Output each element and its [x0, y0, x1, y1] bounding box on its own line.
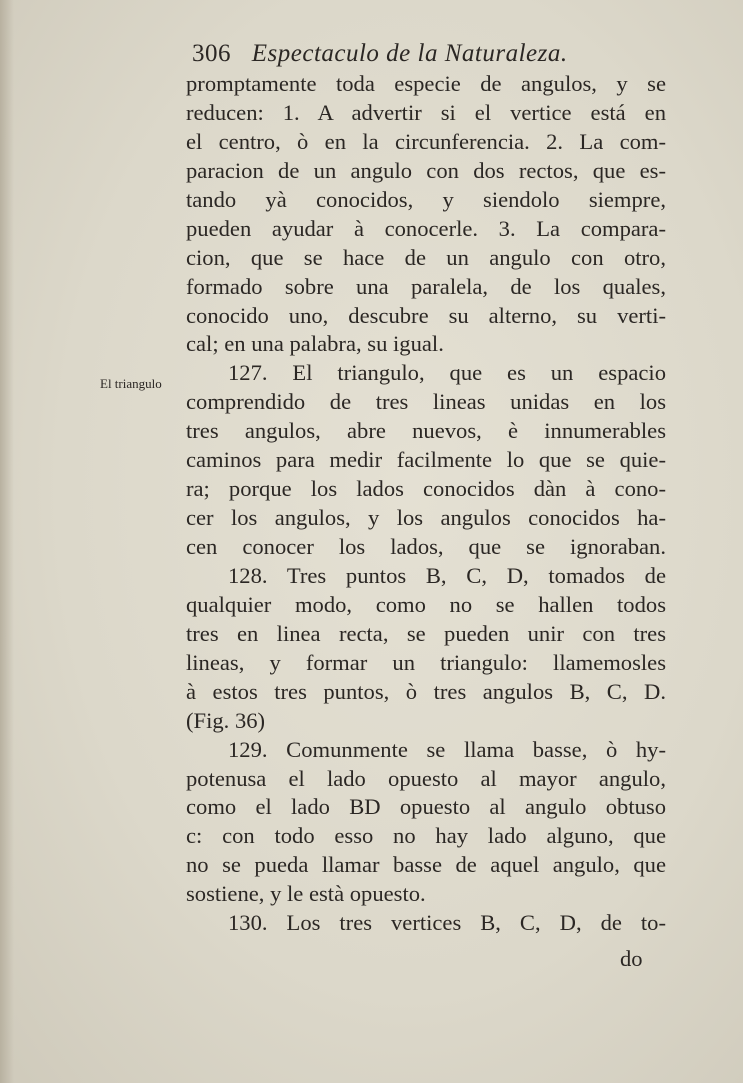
text-line: conocido uno, descubre su alterno, su verti-	[186, 302, 666, 328]
text-line: tres en linea recta, se pueden unir con tres	[186, 620, 666, 646]
text-line: cion, que se hace de un angulo con otro,	[186, 244, 666, 270]
margin-note: El triangulo	[100, 376, 162, 391]
text-line: no se pueda llamar basse de aquel angulo, que	[186, 852, 666, 878]
text-line: 128. Tres puntos B, C, D, tomados de	[228, 562, 666, 588]
page-header	[192, 40, 612, 68]
catchword: do	[620, 946, 643, 971]
text-line: promptamente toda especie de angulos, y se	[186, 71, 666, 96]
page-number: 306	[192, 40, 231, 67]
text-line: paracion de un angulo con dos rectos, que es-	[186, 157, 666, 183]
text-line: cen conocer los lados, que se ignoraban.	[186, 534, 666, 559]
text-line: ra; porque los lados conocidos dàn à cono-	[186, 476, 666, 502]
running-title: Espectaculo de la Naturaleza.	[251, 40, 568, 67]
text-line: caminos para medir facilmente lo que se quie-	[186, 447, 666, 473]
text-line: lineas, y formar un triangulo: llamemosles	[186, 649, 666, 675]
text-line: potenusa el lado opuesto al mayor angulo,	[186, 765, 666, 791]
body-text	[186, 70, 666, 938]
text-line: tres angulos, abre nuevos, è innumerables	[186, 418, 666, 444]
text-line: tando yà conocidos, y siendolo siempre,	[186, 186, 666, 212]
text-line: el centro, ò en la circunferencia. 2. La com-	[186, 128, 666, 154]
text-line: 129. Comunmente se llama basse, ò hy-	[228, 736, 666, 762]
text-line: 127. El triangulo, que es un espacio	[228, 360, 666, 386]
text-line: cer los angulos, y los angulos conocidos ha-	[186, 505, 666, 531]
text-line: c: con todo esso no hay lado alguno, que	[186, 823, 666, 849]
text-line: cal; en una palabra, su igual.	[186, 331, 444, 357]
text-line: reducen: 1. A advertir si el vertice está en	[186, 99, 666, 125]
text-line: à estos tres puntos, ò tres angulos B, C, D.	[186, 678, 666, 704]
text-line: comprendido de tres lineas unidas en los	[186, 389, 666, 415]
text-line: como el lado BD opuesto al angulo obtuso	[186, 794, 666, 820]
text-line: 130. Los tres vertices B, C, D, de to-	[228, 910, 666, 936]
text-line: qualquier modo, como no se hallen todos	[186, 591, 666, 617]
text-line: pueden ayudar à conocerle. 3. La compara-	[186, 215, 666, 241]
text-line: sostiene, y le està opuesto.	[186, 881, 426, 907]
text-line: formado sobre una paralela, de los quales,	[186, 273, 666, 299]
text-line: (Fig. 36)	[186, 707, 266, 733]
